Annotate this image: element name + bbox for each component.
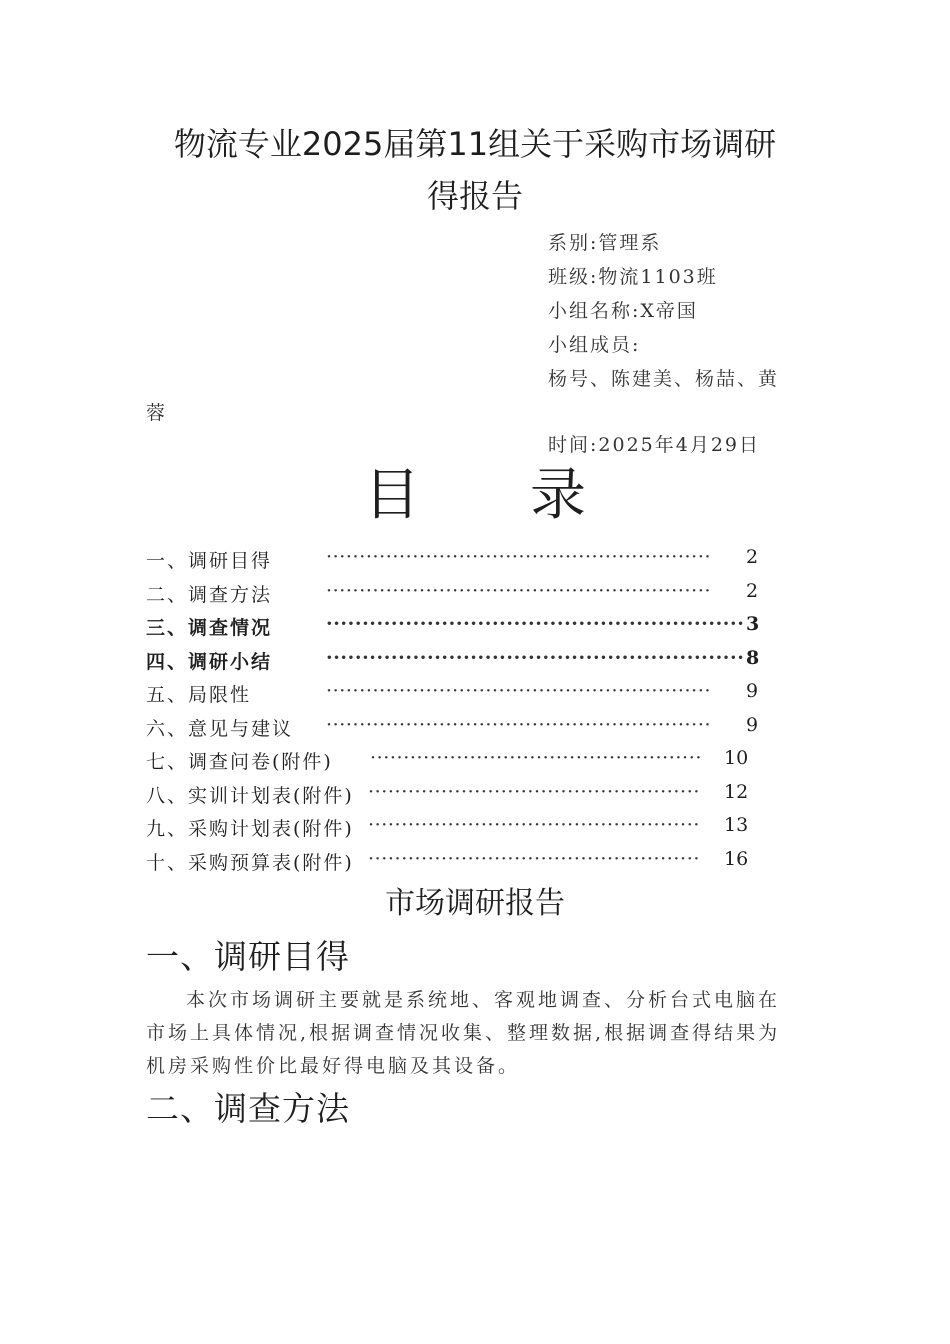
document-title-line2: 得报告 [426, 177, 523, 215]
toc-item-page: 13 [724, 814, 749, 836]
toc-item-label: 一、调研目得 [146, 550, 273, 572]
toc-leader: ·················································· [370, 747, 702, 769]
section-1-paragraph: 本次市场调研主要就是系统地、客观地调查、分析台式电脑在市场上具体情况,根据调查情况收集、整理数据,根据调查得结果为机房采购性价比最好得电脑及其设备。 [146, 989, 781, 1077]
toc-item-page: 9 [746, 714, 759, 736]
toc-leader: ·················································· [368, 814, 700, 836]
section-heading-1: 一、调研目得 [146, 937, 350, 976]
toc-item[interactable] [146, 747, 766, 781]
toc-item-page: 9 [746, 680, 759, 702]
toc-leader: ·················································· [368, 781, 700, 803]
toc-leader: ·························································· [326, 613, 745, 635]
members-line1: 杨号、陈建美、杨喆、黄 [548, 368, 780, 390]
toc-leader: ·························································· [326, 680, 712, 702]
toc-item-label: 七、调查问卷(附件) [146, 751, 333, 773]
toc-item-label: 三、调查情况 [146, 617, 273, 639]
toc-leader: ·························································· [326, 647, 745, 669]
toc-item-label: 六、意见与建议 [146, 718, 294, 740]
toc-item[interactable] [146, 680, 766, 714]
toc-item-page: 10 [724, 747, 749, 769]
toc-item-label: 五、局限性 [146, 684, 252, 706]
toc-item-label: 八、实训计划表(附件) [146, 785, 354, 807]
members-label: 小组成员: [548, 334, 641, 356]
toc-item-page: 16 [724, 848, 749, 870]
toc-item[interactable] [146, 814, 766, 848]
toc-heading-right: 录 [530, 463, 586, 528]
document-title [120, 118, 830, 222]
toc-item[interactable] [146, 546, 766, 580]
toc-item-label: 九、采购计划表(附件) [146, 818, 354, 840]
members-line2: 蓉 [146, 402, 168, 424]
report-title: 市场调研报告 [385, 886, 565, 921]
class-line: 班级:物流1103班 [548, 266, 718, 288]
toc-item[interactable] [146, 714, 766, 748]
group-name-line: 小组名称:X帝国 [548, 300, 698, 322]
toc-item-page: 8 [746, 647, 760, 669]
section-heading-2: 二、调查方法 [146, 1089, 350, 1128]
toc-item-page: 2 [746, 546, 759, 568]
toc-item[interactable] [146, 848, 766, 882]
toc-item-page: 12 [724, 781, 749, 803]
date-line: 时间:2025年4月29日 [548, 434, 761, 456]
toc-item-page: 2 [746, 580, 759, 602]
toc-item-label: 二、调查方法 [146, 584, 273, 606]
toc-item[interactable] [146, 781, 766, 815]
toc-item-label: 四、调研小结 [146, 651, 273, 673]
document-title-line1: 物流专业2025届第11组关于采购市场调研 [173, 125, 777, 163]
toc-item-page: 3 [746, 613, 760, 635]
toc-heading-left: 目 [364, 463, 420, 528]
toc-heading [0, 456, 950, 536]
toc-leader: ·························································· [326, 580, 712, 602]
toc-leader: ·················································· [368, 848, 700, 870]
toc-leader: ·························································· [326, 714, 712, 736]
department-line: 系别:管理系 [548, 232, 662, 254]
toc-item[interactable] [146, 647, 766, 681]
toc-item[interactable] [146, 580, 766, 614]
toc-item[interactable] [146, 613, 766, 647]
toc-leader: ·························································· [326, 546, 712, 568]
toc-item-label: 十、采购预算表(附件) [146, 852, 354, 874]
